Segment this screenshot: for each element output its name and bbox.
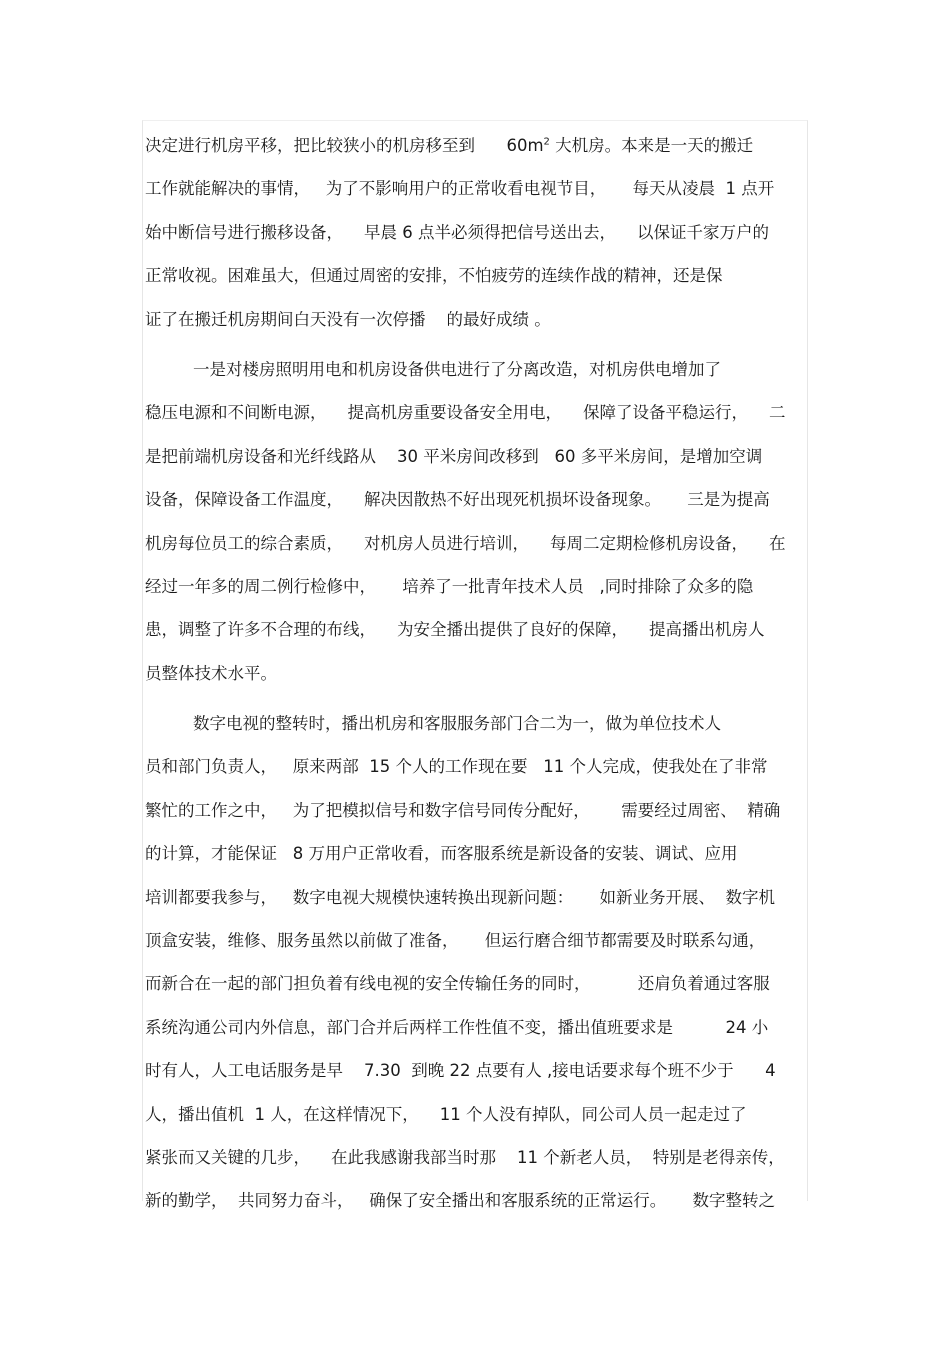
- text-line: [145, 565, 805, 608]
- text-line: [145, 254, 805, 297]
- line-text-tail: 大机房。本来是一天的搬迁: [549, 136, 754, 155]
- line-text: 培训都要我参与， 数字电视大规模快速转换出现新问题： 如新业务开展、 数字机: [145, 887, 775, 907]
- text-line: [145, 478, 805, 521]
- line-text: 员整体技术水平。: [145, 663, 277, 683]
- document-body: [145, 124, 805, 1223]
- line-text: 新的勤学， 共同努力奋斗， 确保了安全播出和客服系统的正常运行。 数字整转之: [145, 1191, 775, 1211]
- line-text: 人，播出值机 1 人，在这样情况下， 11 个人没有掉队，同公司人员一起走过了: [145, 1104, 747, 1124]
- line-text: 证了在搬迁机房期间白天没有一次停播 的最好成绩 。: [145, 309, 551, 329]
- line-text: 经过一年多的周二例行检修中， 培养了一批青年技术人员 ,同时排除了众多的隐: [145, 576, 754, 596]
- text-line: [145, 435, 805, 478]
- text-line: [145, 608, 805, 651]
- text-line: [145, 962, 805, 1005]
- text-line: [145, 211, 805, 254]
- line-text: 而新合在一起的部门担负着有线电视的安全传输任务的同时， 还肩负着通过客服: [145, 974, 770, 994]
- line-text: 紧张而又关键的几步， 在此我感谢我部当时那 11 个新老人员， 特别是老得亲传，: [145, 1147, 785, 1167]
- line-text: 一是对楼房照明用电和机房设备供电进行了分离改造，对机房供电增加了: [193, 359, 721, 379]
- line-text: 机房每位员工的综合素质， 对机房人员进行培训， 每周二定期检修机房设备， 在: [145, 533, 786, 553]
- text-line: [145, 348, 805, 391]
- line-text: 始中断信号进行搬移设备， 早晨 6 点半必须得把信号送出去， 以保证千家万户的: [145, 222, 769, 242]
- line-text: 决定进行机房平移，把比较狭小的机房移至到 60m: [145, 136, 544, 155]
- line-text: 工作就能解决的事情， 为了不影响用户的正常收看电视节目， 每天从凌晨 1 点开: [145, 179, 775, 199]
- text-line: [145, 522, 805, 565]
- paragraph: [145, 702, 805, 1223]
- line-text: 正常收视。困难虽大，但通过周密的安排，不怕疲劳的连续作战的精神，还是保: [145, 266, 723, 286]
- text-line: [145, 1093, 805, 1136]
- paragraph: [145, 124, 805, 341]
- paragraph: [145, 348, 805, 695]
- text-line: [145, 391, 805, 434]
- text-line: [145, 1006, 805, 1049]
- text-line: [145, 919, 805, 962]
- line-text: 时有人，人工电话服务是早 7.30 到晚 22 点要有人 ,接电话要求每个班不少于 4: [145, 1061, 776, 1081]
- text-line: [145, 652, 805, 695]
- text-line: [145, 876, 805, 919]
- text-line: [145, 789, 805, 832]
- line-text: 的计算，才能保证 8 万用户正常收看，而客服系统是新设备的安装、调试、应用: [145, 844, 738, 864]
- line-text: 数字电视的整转时，播出机房和客服服务部门合二为一，做为单位技术人: [193, 714, 721, 734]
- line-text: 患，调整了许多不合理的布线， 为安全播出提供了良好的保障， 提高播出机房人: [145, 620, 765, 640]
- line-text: 是把前端机房设备和光纤线路从 30 平米房间改移到 60 多平米房间，是增加空调: [145, 446, 763, 466]
- superscript: 2: [543, 136, 550, 148]
- line-text: 设备，保障设备工作温度， 解决因散热不好出现死机损坏设备现象。 三是为提高: [145, 490, 770, 510]
- text-line: [145, 745, 805, 788]
- line-text: 员和部门负责人， 原来两部 15 个人的工作现在要 11 个人完成，使我处在了非常: [145, 757, 768, 777]
- line-text: 稳压电源和不间断电源， 提高机房重要设备安全用电， 保障了设备平稳运行， 二: [145, 403, 786, 423]
- paragraph-gap: [145, 695, 805, 702]
- text-line: [145, 1136, 805, 1179]
- text-line: [145, 1179, 805, 1222]
- line-text: 顶盒安装，维修、服务虽然以前做了准备， 但运行磨合细节都需要及时联系勾通，: [145, 931, 766, 951]
- text-line: [145, 167, 805, 210]
- text-line: [145, 1049, 805, 1092]
- text-line: [145, 298, 805, 341]
- text-line: [145, 832, 805, 875]
- paragraph-gap: [145, 341, 805, 348]
- text-line: [145, 702, 805, 745]
- line-text: 繁忙的工作之中， 为了把模拟信号和数字信号同传分配好， 需要经过周密、 精确: [145, 800, 781, 820]
- line-text: 系统沟通公司内外信息，部门合并后两样工作性值不变，播出值班要求是 24 小: [145, 1017, 769, 1037]
- text-line: [145, 124, 805, 167]
